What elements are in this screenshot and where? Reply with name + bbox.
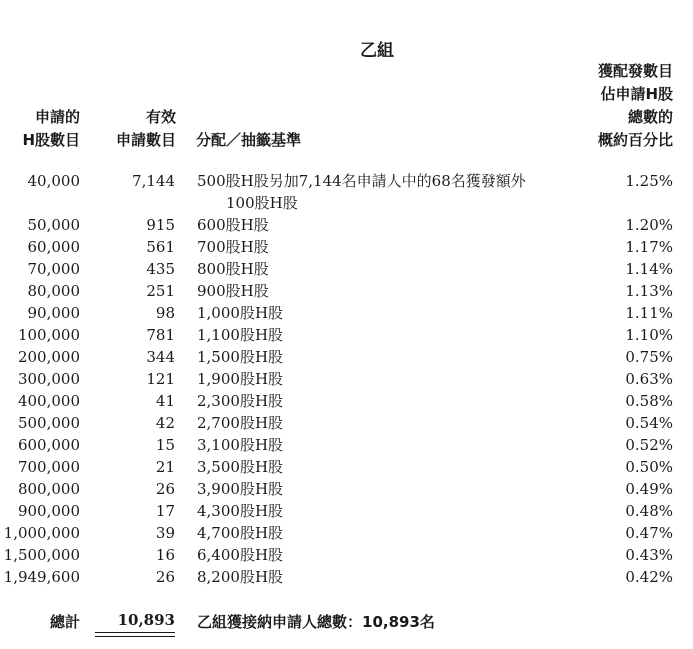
allocation-basis-line: 900股H股: [197, 282, 269, 300]
header-line: 獲配發數目: [597, 62, 673, 80]
allocation-basis-line: 100股H股: [226, 194, 298, 212]
valid-applications-cell: 17: [155, 502, 175, 520]
allocation-basis-line: 2,700股H股: [197, 414, 284, 432]
group-title: 乙組: [360, 41, 394, 61]
shares-applied-cell: 50,000: [27, 216, 80, 234]
shares-applied-cell: 800,000: [17, 480, 80, 498]
valid-applications-cell: 435: [146, 260, 175, 278]
percentage-cell: 1.20%: [625, 216, 673, 234]
table-row: [0, 522, 693, 544]
percentage-cell: 0.49%: [625, 480, 673, 498]
table-row: [0, 434, 693, 456]
table-row: [0, 258, 693, 280]
table-row: [0, 390, 693, 412]
allocation-basis-cell: [197, 258, 567, 280]
shares-applied-cell: 80,000: [27, 282, 80, 300]
table-row: [0, 324, 693, 346]
allocation-basis-cell: [197, 170, 567, 214]
allocation-basis-cell: [197, 566, 567, 588]
allocation-basis-cell: [197, 456, 567, 478]
header-line: 有效: [145, 108, 176, 126]
shares-applied-cell: 300,000: [17, 370, 80, 388]
allocation-basis-line: 6,400股H股: [197, 546, 284, 564]
valid-applications-cell: 344: [146, 348, 175, 366]
allocation-basis-line: 8,200股H股: [197, 568, 284, 586]
valid-applications-cell: 251: [146, 282, 175, 300]
allocation-basis-cell: [197, 346, 567, 368]
allocation-basis-line: 700股H股: [197, 238, 269, 256]
shares-applied-cell: 200,000: [17, 348, 80, 366]
percentage-cell: 1.10%: [625, 326, 673, 344]
valid-applications-cell: 21: [155, 458, 175, 476]
valid-applications-cell: 915: [146, 216, 175, 234]
percentage-cell: 0.54%: [625, 414, 673, 432]
valid-applications-cell: 561: [146, 238, 175, 256]
allocation-table: [0, 170, 693, 588]
allocation-basis-cell: [197, 280, 567, 302]
double-underline-top: [95, 632, 175, 633]
table-row: [0, 368, 693, 390]
shares-applied-cell: 100,000: [17, 326, 80, 344]
percentage-cell: 1.13%: [625, 282, 673, 300]
allocation-basis-line: 3,500股H股: [197, 458, 284, 476]
header-line: H股數目: [22, 131, 80, 149]
table-row: [0, 346, 693, 368]
table-row: [0, 214, 693, 236]
total-summary-text: 乙組獲接納申請人總數：10,893名: [197, 613, 435, 631]
allocation-basis-line: 3,100股H股: [197, 436, 284, 454]
allocation-basis-cell: [197, 390, 567, 412]
header-line: 申請的: [34, 108, 80, 126]
header-line: 概約百分比: [597, 131, 673, 149]
allocation-basis-line: 4,300股H股: [197, 502, 284, 520]
allocation-basis-cell: [197, 368, 567, 390]
allocation-basis-line: 2,300股H股: [197, 392, 284, 410]
header-line: 總數的: [627, 108, 673, 126]
total-label: 總計: [49, 613, 80, 631]
allocation-basis-cell: [197, 500, 567, 522]
allocation-basis-cell: [197, 412, 567, 434]
allocation-basis-cell: [197, 214, 567, 236]
allocation-basis-line: 3,900股H股: [197, 480, 284, 498]
shares-applied-cell: 60,000: [27, 238, 80, 256]
shares-applied-cell: 400,000: [17, 392, 80, 410]
valid-applications-cell: 41: [155, 392, 175, 410]
allocation-basis-cell: [197, 544, 567, 566]
table-row: [0, 280, 693, 302]
header-shares-applied: [22, 106, 80, 152]
percentage-cell: 0.42%: [625, 568, 673, 586]
valid-applications-cell: 26: [155, 568, 175, 586]
allocation-basis-line: 1,900股H股: [197, 370, 284, 388]
valid-applications-cell: 16: [155, 546, 175, 564]
allocation-basis-line: 1,000股H股: [197, 304, 284, 322]
percentage-cell: 0.48%: [625, 502, 673, 520]
shares-applied-cell: 1,500,000: [3, 546, 80, 564]
allocation-basis-line: 1,500股H股: [197, 348, 284, 366]
valid-applications-cell: 98: [155, 304, 175, 322]
total-value: 10,893: [117, 611, 175, 629]
shares-applied-cell: 700,000: [17, 458, 80, 476]
valid-applications-cell: 781: [146, 326, 175, 344]
valid-applications-cell: 15: [155, 436, 175, 454]
percentage-cell: 0.63%: [625, 370, 673, 388]
shares-applied-cell: 900,000: [17, 502, 80, 520]
allocation-basis-cell: [197, 236, 567, 258]
allocation-basis-line: 600股H股: [197, 216, 269, 234]
double-underline-bottom: [95, 636, 175, 637]
shares-applied-cell: 40,000: [27, 172, 80, 190]
valid-applications-cell: 26: [155, 480, 175, 498]
allocation-basis-line: 800股H股: [197, 260, 269, 278]
allocation-basis-cell: [197, 434, 567, 456]
table-row: [0, 170, 693, 214]
percentage-cell: 1.25%: [625, 172, 673, 190]
table-row: [0, 236, 693, 258]
allocation-basis-cell: [197, 478, 567, 500]
table-row: [0, 500, 693, 522]
percentage-cell: 0.52%: [625, 436, 673, 454]
allocation-basis-cell: [197, 302, 567, 324]
percentage-cell: 1.14%: [625, 260, 673, 278]
valid-applications-cell: 7,144: [132, 172, 175, 190]
shares-applied-cell: 70,000: [27, 260, 80, 278]
header-line: 佔申請H股: [600, 85, 673, 103]
valid-applications-cell: 39: [155, 524, 175, 542]
shares-applied-cell: 600,000: [17, 436, 80, 454]
table-row: [0, 544, 693, 566]
allocation-basis-line: 1,100股H股: [197, 326, 284, 344]
shares-applied-cell: 90,000: [27, 304, 80, 322]
table-row: [0, 478, 693, 500]
header-line: 申請數目: [115, 131, 176, 149]
percentage-cell: 1.11%: [625, 304, 673, 322]
table-row: [0, 456, 693, 478]
allocation-basis-line: 4,700股H股: [197, 524, 284, 542]
table-row: [0, 566, 693, 588]
percentage-cell: 0.75%: [625, 348, 673, 366]
percentage-cell: 1.17%: [625, 238, 673, 256]
shares-applied-cell: 500,000: [17, 414, 80, 432]
allocation-basis-cell: [197, 324, 567, 346]
header-line: 分配／抽籤基準: [196, 131, 302, 149]
header-valid-applications: [116, 106, 176, 152]
table-row: [0, 302, 693, 324]
allocation-basis-cell: [197, 522, 567, 544]
shares-applied-cell: 1,000,000: [3, 524, 80, 542]
shares-applied-cell: 1,949,600: [3, 568, 80, 586]
table-row: [0, 412, 693, 434]
header-allocation-basis: [196, 129, 301, 152]
percentage-cell: 0.47%: [625, 524, 673, 542]
percentage-cell: 0.50%: [625, 458, 673, 476]
header-approx-percentage: [598, 60, 673, 152]
valid-applications-cell: 121: [146, 370, 175, 388]
allocation-basis-line: 500股H股另加7,144名申請人中的68名獲發額外: [197, 172, 526, 190]
percentage-cell: 0.43%: [625, 546, 673, 564]
percentage-cell: 0.58%: [625, 392, 673, 410]
valid-applications-cell: 42: [155, 414, 175, 432]
